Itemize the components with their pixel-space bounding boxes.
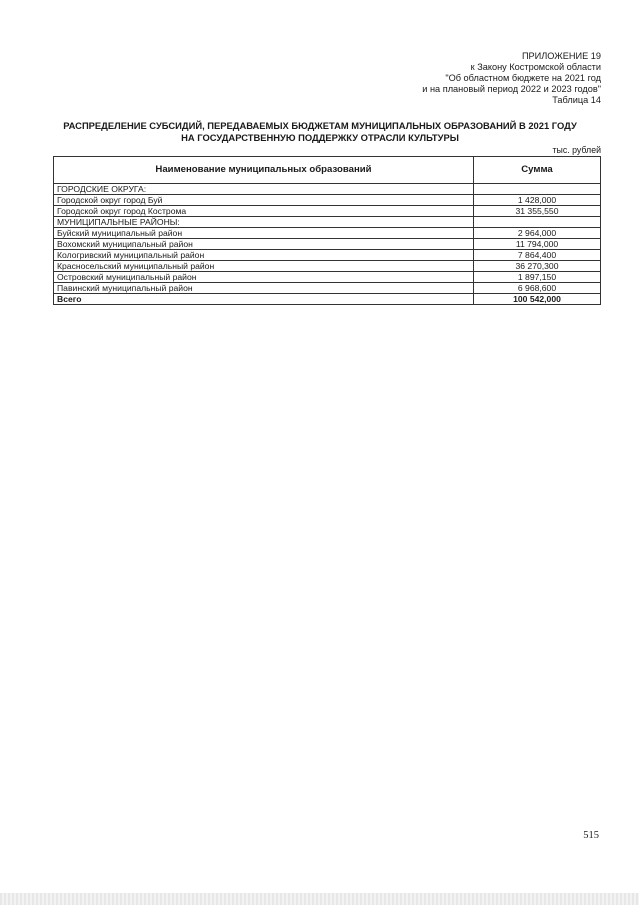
units-label: тыс. рублей (552, 145, 601, 155)
table-row (54, 184, 601, 195)
row-name: Кологривский муниципальный район (54, 250, 474, 261)
table-row (54, 217, 601, 228)
row-amount: 1 428,000 (474, 195, 601, 206)
total-label: Всего (54, 294, 474, 305)
document-title (40, 120, 600, 143)
table-row (54, 228, 601, 239)
column-header-amount: Сумма (474, 157, 601, 184)
row-name: МУНИЦИПАЛЬНЫЕ РАЙОНЫ: (54, 217, 474, 228)
table-row (54, 283, 601, 294)
row-amount: 2 964,000 (474, 228, 601, 239)
table-row (54, 250, 601, 261)
total-row (54, 294, 601, 305)
appendix-line: и на плановый период 2022 и 2023 годов" (422, 84, 601, 94)
title-line: НА ГОСУДАРСТВЕННУЮ ПОДДЕРЖКУ ОТРАСЛИ КУЛЬТУРЫ (181, 131, 459, 143)
appendix-header (422, 51, 601, 106)
row-amount: 11 794,000 (474, 239, 601, 250)
table-row (54, 206, 601, 217)
column-header-name: Наименование муниципальных образований (54, 157, 474, 184)
appendix-line: "Об областном бюджете на 2021 год (445, 73, 601, 83)
row-amount: 36 270,300 (474, 261, 601, 272)
appendix-line: к Закону Костромской области (470, 62, 601, 72)
row-name: ГОРОДСКИЕ ОКРУГА: (54, 184, 474, 195)
page-number: 515 (583, 830, 599, 841)
row-name: Островский муниципальный район (54, 272, 474, 283)
row-amount (474, 217, 601, 228)
row-name: Буйский муниципальный район (54, 228, 474, 239)
row-name: Красносельский муниципальный район (54, 261, 474, 272)
row-name: Городской округ город Буй (54, 195, 474, 206)
total-amount: 100 542,000 (474, 294, 601, 305)
appendix-line: Таблица 14 (552, 95, 601, 105)
row-amount: 6 968,600 (474, 283, 601, 294)
subsidy-table (53, 156, 601, 305)
table-row (54, 272, 601, 283)
appendix-line: ПРИЛОЖЕНИЕ 19 (521, 51, 601, 61)
row-name: Павинский муниципальный район (54, 283, 474, 294)
row-name: Городской округ город Кострома (54, 206, 474, 217)
row-amount: 7 864,400 (474, 250, 601, 261)
table-row (54, 239, 601, 250)
table-row (54, 261, 601, 272)
table-row (54, 195, 601, 206)
row-amount: 31 355,550 (474, 206, 601, 217)
row-amount (474, 184, 601, 195)
scan-edge-strip (0, 893, 639, 905)
row-amount: 1 897,150 (474, 272, 601, 283)
table-header-row (54, 157, 601, 184)
title-line: РАСПРЕДЕЛЕНИЕ СУБСИДИЙ, ПЕРЕДАВАЕМЫХ БЮДЖЕТАМ МУНИЦИПАЛЬНЫХ ОБРАЗОВАНИЙ В 2021 ГОДУ (63, 120, 577, 131)
row-name: Вохомский муниципальный район (54, 239, 474, 250)
